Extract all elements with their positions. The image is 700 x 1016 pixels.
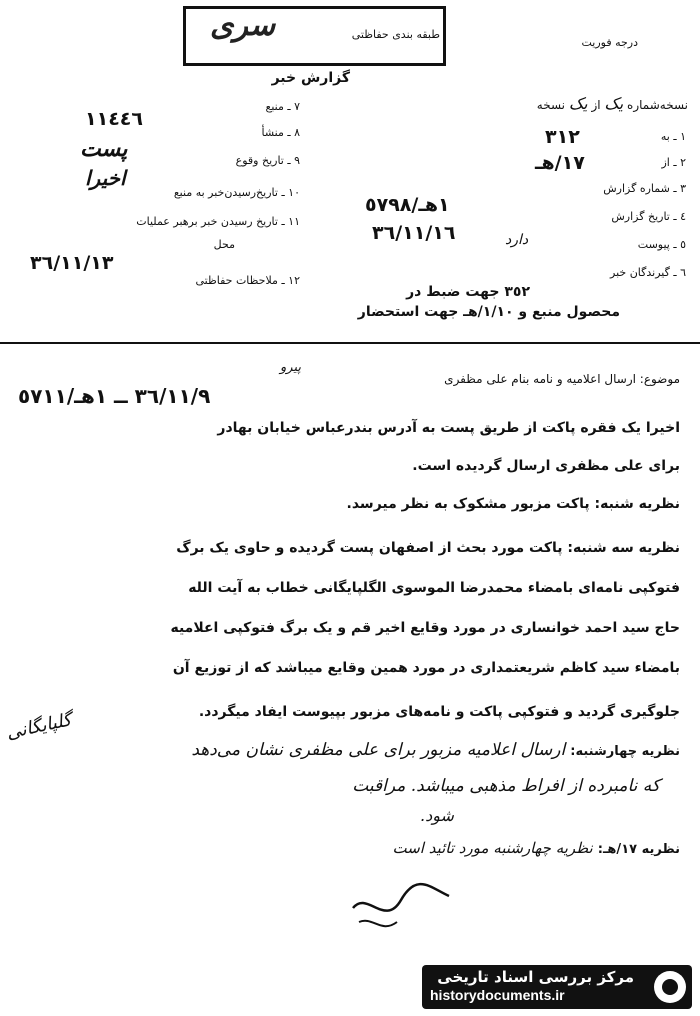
watermark-url: historydocuments.ir — [430, 987, 565, 1003]
h17-label: نظریه ١٧/هـ: — [597, 842, 680, 857]
body-line-3: نظریه شنبه: پاکت مزبور مشکوک به نظر میرسد. — [346, 496, 680, 512]
subject-reference: ٣٦/١١/٩ ــ ١هـ/٥٧١١ — [18, 384, 211, 408]
signature-mark — [345, 870, 455, 940]
wednesday-label: نظریه چهارشنبه: — [570, 744, 680, 759]
wednesday-note — [191, 740, 680, 760]
field-10-label: ١٠ ـ تاریخ‌رسیدن‌خبر به منبع — [173, 186, 300, 199]
copy-number-line — [537, 94, 688, 113]
location-label: محل — [213, 238, 235, 251]
body-line-5: فتوکپی نامه‌ای بامضاء محمدرضا الموسوی الگلپایگانی خطاب به آیت الله — [188, 580, 680, 596]
body-line-4: نظریه سه شنبه: پاکت مورد بحث از اصفهان پست گردیده و حاوی یک برگ — [176, 540, 680, 556]
field-5-value: دارد — [505, 232, 529, 248]
field-12-label: ١٢ ـ ملاحظات حفاظتی — [195, 274, 300, 287]
copy-hand-2: یک — [568, 94, 588, 113]
field-9-label: ٩ ـ تاریخ وقوع — [235, 154, 300, 167]
field-3-label: ٣ ـ شماره گزارش — [603, 182, 686, 195]
copy-prefix: نسخه‌شماره — [627, 98, 688, 112]
field-6-label: ٦ ـ گیرندگان خبر — [610, 266, 686, 279]
body-line-1: اخیرا یک فقره پاکت از طریق پست به آدرس بندرعباس خیابان بهادر — [217, 420, 680, 436]
field-2-value: ١٧/هـ — [535, 152, 585, 174]
field-9-value: اخیرا — [85, 166, 126, 190]
watermark-logo-icon — [654, 971, 686, 1003]
stamp-handwriting: سری — [210, 8, 276, 43]
h17-text: نظریه چهارشنبه مورد تائید است — [392, 839, 593, 857]
field-1-value: ٣١٢ — [545, 126, 580, 148]
classification-label: طبقه بندی حفاظتی — [351, 28, 440, 41]
field-5-label: ٥ ـ پیوست — [637, 238, 686, 251]
copy-suffix: نسخه — [536, 98, 566, 112]
field-4-value: ٣٦/١١/١٦ — [372, 222, 456, 244]
subject-hand: پیرو — [280, 360, 301, 375]
field-7-label: ٧ ـ منبع — [265, 100, 300, 113]
body-line-6: حاج سید احمد خوانساری در مورد وقایع اخیر قم و یک برگ فتوکپی اعلامیه — [170, 620, 680, 636]
body-line-2: برای علی مظفری ارسال گردیده است. — [412, 458, 680, 474]
location-value: ٣٦/١١/١٣ — [30, 252, 114, 274]
priority-label: درجه فوریت — [581, 36, 638, 49]
subject-line — [444, 372, 680, 386]
margin-note: گلپایگانی — [4, 709, 74, 744]
copy-hand-1: یک — [604, 94, 624, 113]
wednesday-continuation-2: شود. — [420, 806, 454, 825]
header-divider — [0, 342, 700, 344]
distribution-line-1: ٣٥٢ جهت ضبط در — [406, 284, 530, 300]
body-line-7: بامضاء سید کاظم شریعتمداری در مورد همین وقایع میباشد که از توزیع آن — [172, 660, 680, 676]
field-2-label: ٢ ـ از — [661, 156, 686, 169]
body-line-8: جلوگیری گردید و فتوکپی پاکت و نامه‌های مزبور بپیوست ایفاد میگردد. — [198, 704, 680, 720]
distribution-line-2: محصول منبع و ١/١٠/هـ جهت استحضار — [357, 304, 620, 320]
h17-note — [392, 838, 680, 857]
form-title: گزارش خبر — [271, 70, 350, 86]
copy-middle: از — [591, 98, 601, 112]
wednesday-text: ارسال اعلامیه مزبور برای علی مظفری نشان می‌دهد — [191, 740, 566, 760]
subject-text: ارسال اعلامیه و نامه بنام علی مظفری — [444, 372, 636, 386]
field-4-label: ٤ ـ تاریخ گزارش — [611, 210, 686, 223]
watermark-title: مرکز بررسی اسناد تاریخی — [437, 968, 634, 986]
field-8-label: ٨ ـ منشأ — [261, 126, 300, 139]
subject-label: موضوع: — [639, 372, 680, 386]
field-1-label: ١ ـ به — [660, 130, 686, 143]
wednesday-continuation: که نامبرده از افراط مذهبی میباشد. مراقبت — [352, 776, 660, 796]
field-8-value: پست — [80, 136, 128, 162]
field-3-value: ١هـ/٥٧٩٨ — [365, 194, 450, 216]
field-11-label: ١١ ـ تاریخ رسیدن خبر برهبر عملیات — [136, 215, 300, 228]
archive-watermark — [422, 965, 692, 1009]
field-7-value: ١١٤٤٦ — [85, 108, 143, 130]
